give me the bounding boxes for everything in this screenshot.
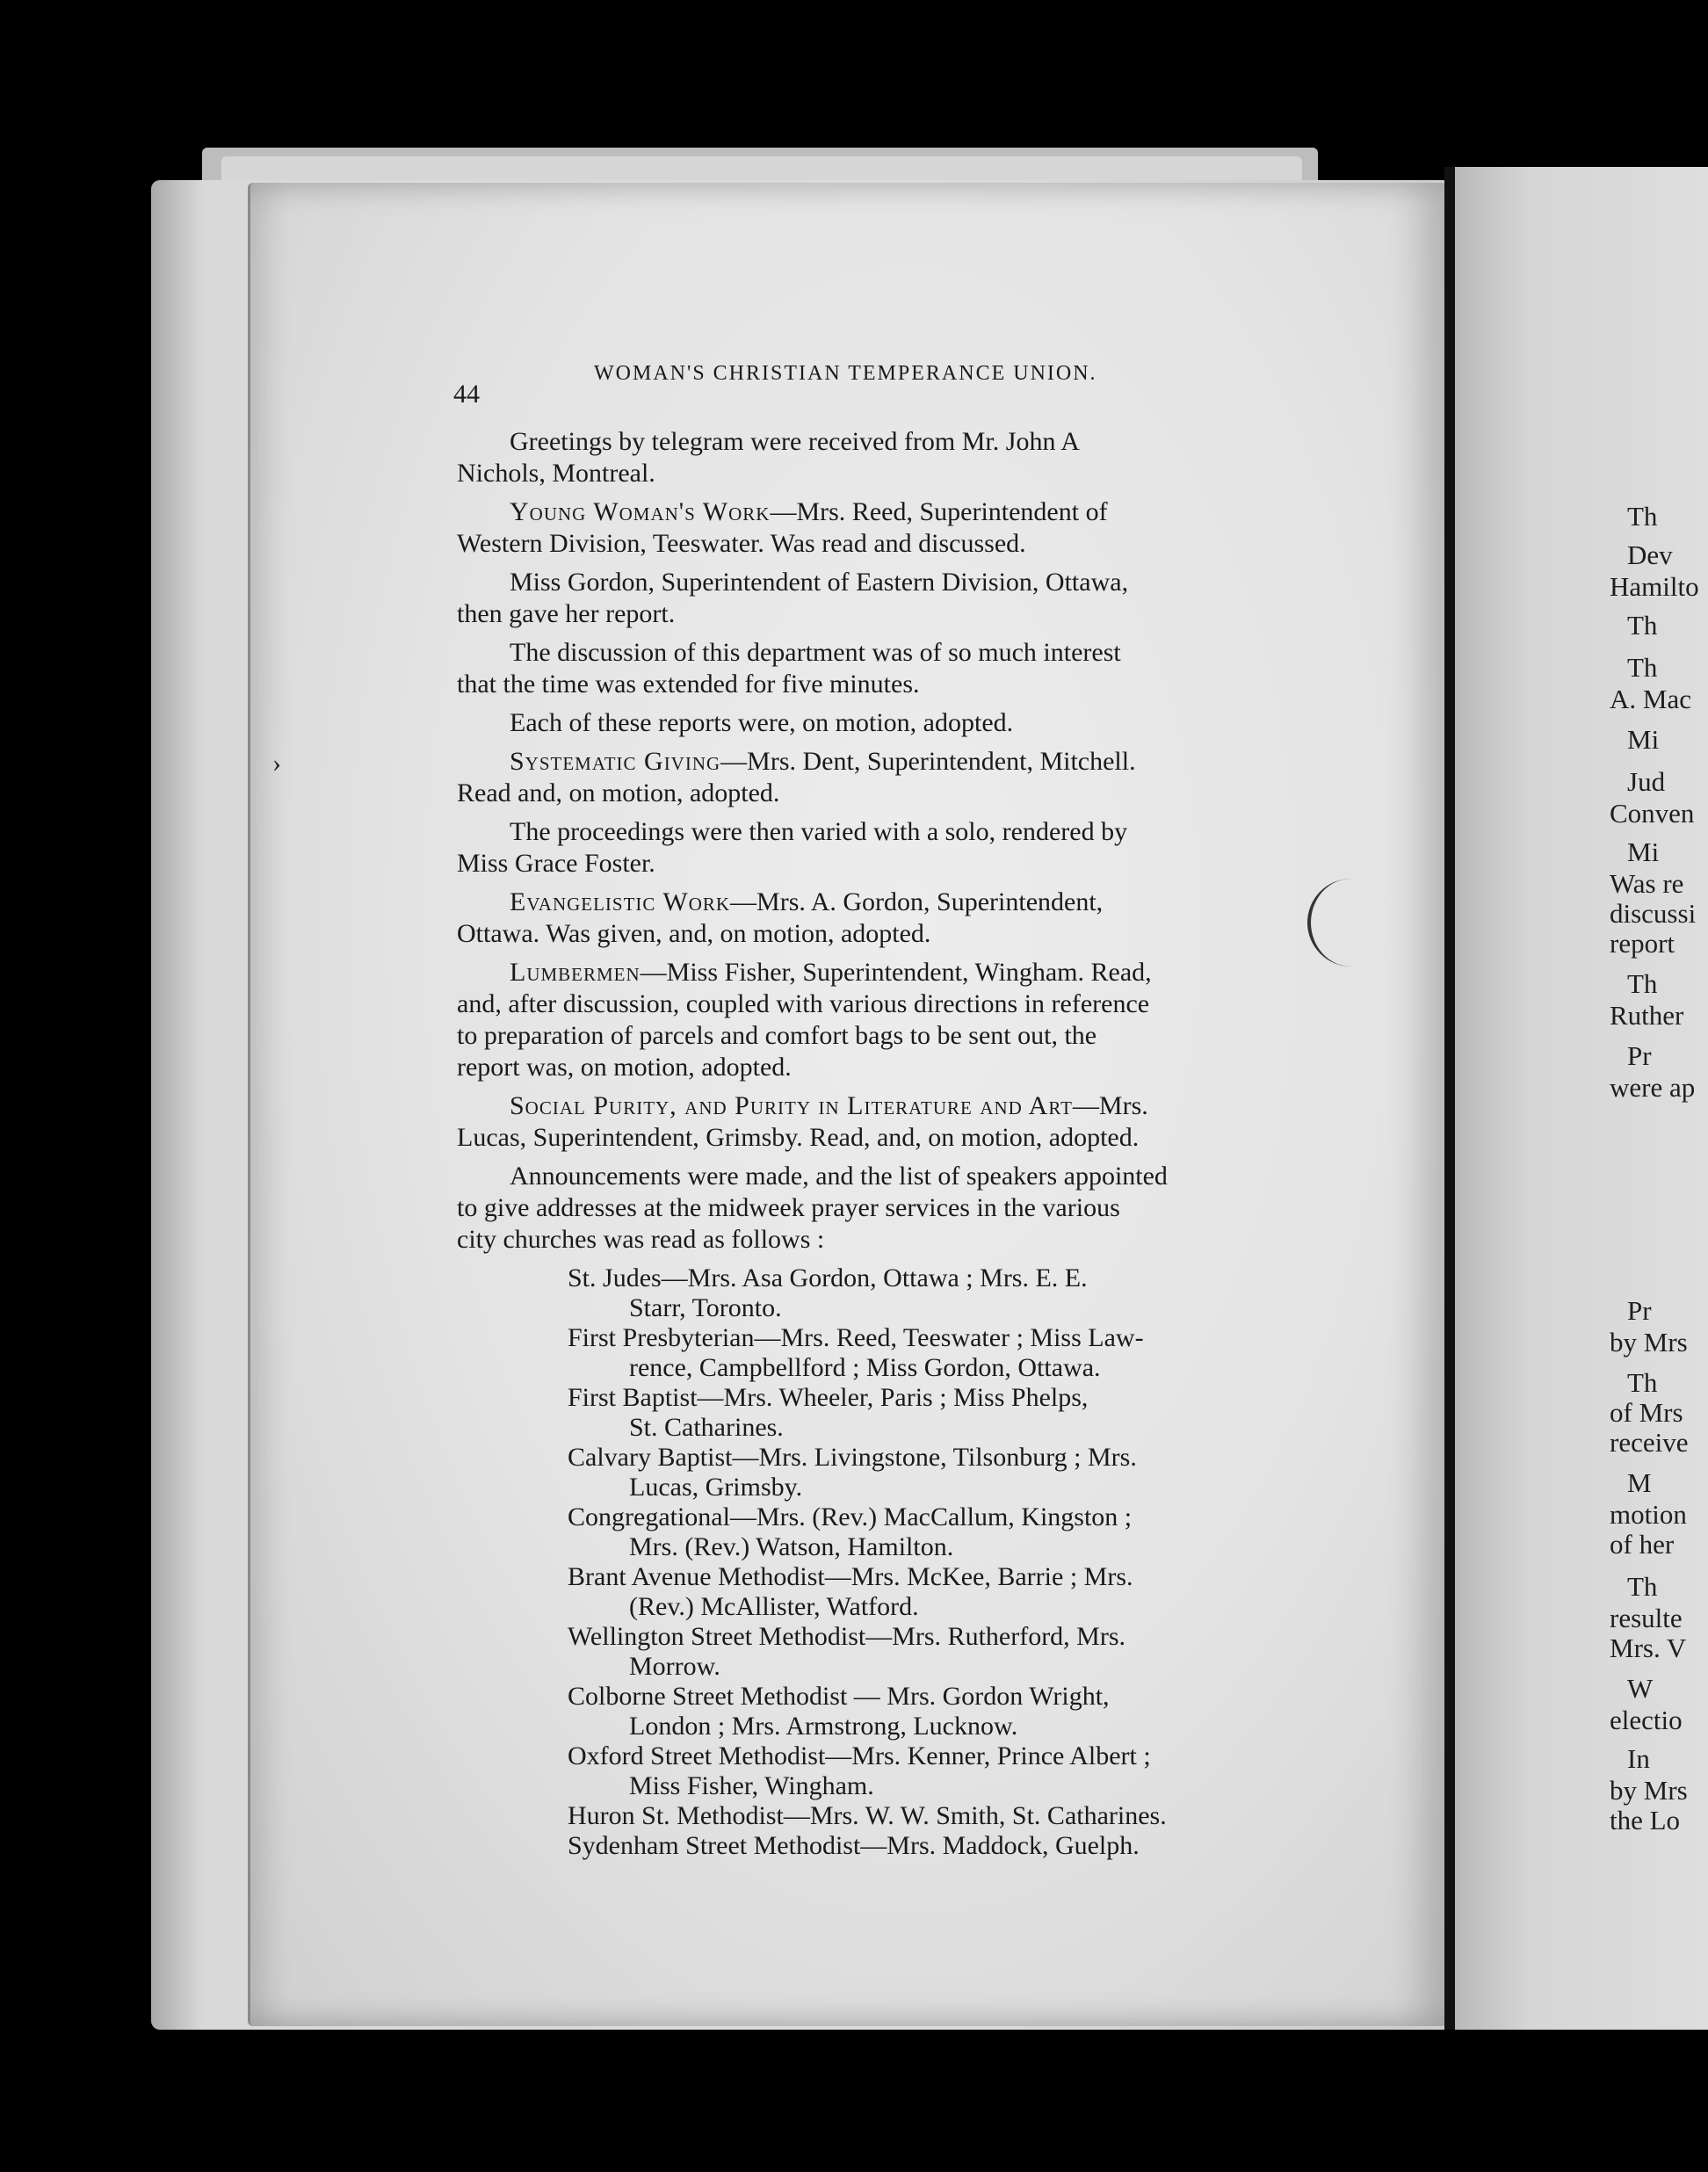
- paragraph-line: then gave her report.: [457, 599, 676, 628]
- right-page-fragment: the Lo: [1610, 1805, 1681, 1835]
- paragraph-line: to preparation of parcels and comfort bags to be sent out, the: [457, 1021, 1097, 1050]
- right-page-fragment: motion: [1610, 1499, 1687, 1530]
- paragraph-line: Miss Gordon, Superintendent of Eastern Division, Ottawa,: [510, 568, 1129, 597]
- church-entry-cont: Morrow.: [629, 1652, 720, 1681]
- right-page-fragment: In: [1627, 1743, 1650, 1774]
- paragraph-line: Social Purity, and Purity in Literature and Art—Mrs.: [510, 1091, 1148, 1120]
- section-heading: Evangelistic Work: [510, 887, 731, 916]
- paragraph-line: Ottawa. Was given, and, on motion, adopted.: [457, 919, 931, 948]
- church-entry-cont: St. Catharines.: [629, 1413, 784, 1442]
- right-page-fragment: electio: [1610, 1705, 1683, 1735]
- paragraph-line: Greetings by telegram were received from Mr. John A: [510, 427, 1080, 456]
- church-entry: Calvary Baptist—Mrs. Livingstone, Tilsonburg ; Mrs.: [568, 1443, 1137, 1472]
- right-page-fragment: Th: [1627, 501, 1658, 532]
- right-page-fragment: by Mrs: [1610, 1775, 1688, 1806]
- paragraph-line: Young Woman's Work—Mrs. Reed, Superintendent of: [510, 497, 1108, 526]
- right-page-fragment: Pr: [1627, 1040, 1652, 1071]
- book-gutter: [1444, 167, 1455, 2030]
- right-page-fragment: A. Mac: [1610, 684, 1691, 714]
- margin-mark: ›: [272, 749, 281, 778]
- church-entry: St. Judes—Mrs. Asa Gordon, Ottawa ; Mrs. E. E.: [568, 1263, 1088, 1292]
- right-page-fragment: W: [1627, 1673, 1654, 1704]
- paragraph-line: Lucas, Superintendent, Grimsby. Read, and, on motion, adopted.: [457, 1123, 1140, 1152]
- church-entry-cont: Starr, Toronto.: [629, 1293, 782, 1322]
- church-entry-cont: (Rev.) McAllister, Watford.: [629, 1592, 919, 1621]
- church-entry: Oxford Street Methodist—Mrs. Kenner, Prince Albert ;: [568, 1741, 1151, 1770]
- right-page-fragment: Ruther: [1610, 1000, 1684, 1031]
- paragraph-line: that the time was extended for five minutes.: [457, 670, 920, 699]
- right-page-fragment: Was re: [1610, 868, 1684, 899]
- right-page-fragment: resulte: [1610, 1603, 1683, 1633]
- paragraph-line: The proceedings were then varied with a solo, rendered by: [510, 817, 1128, 846]
- paragraph-line: Evangelistic Work—Mrs. A. Gordon, Superintendent,: [510, 887, 1104, 916]
- right-page-fragment: M: [1627, 1467, 1652, 1498]
- paragraph-line: The discussion of this department was of so much interest: [510, 638, 1121, 667]
- right-page-fragment: Pr: [1627, 1295, 1652, 1326]
- paragraph-line: Announcements were made, and the list of speakers appointed: [510, 1162, 1168, 1191]
- right-page-fragment: Mi: [1627, 724, 1660, 755]
- paragraph-line: Nichols, Montreal.: [457, 459, 655, 488]
- church-entry-cont: Lucas, Grimsby.: [629, 1473, 803, 1502]
- church-entry-cont: London ; Mrs. Armstrong, Lucknow.: [629, 1712, 1018, 1741]
- right-page-fragment: of her: [1610, 1529, 1675, 1560]
- running-title: WOMAN'S CHRISTIAN TEMPERANCE UNION.: [594, 362, 1097, 385]
- church-entry: Brant Avenue Methodist—Mrs. McKee, Barrie ; Mrs.: [568, 1562, 1133, 1591]
- right-page-fragment: Hamilto: [1610, 571, 1699, 602]
- right-page-fragment: receive: [1610, 1427, 1689, 1458]
- page-stack-edge-inner: [221, 156, 1302, 183]
- section-heading: Young Woman's Work: [510, 497, 771, 526]
- section-heading: Lumbermen: [510, 958, 640, 987]
- right-page-fragment: Conven: [1610, 798, 1695, 829]
- section-heading: Social Purity, and Purity in Literature and Art: [510, 1091, 1073, 1120]
- right-page-fragment: Th: [1627, 652, 1658, 683]
- right-page-fragment: Jud: [1627, 766, 1666, 797]
- right-page-fragment: Mrs. V: [1610, 1633, 1687, 1663]
- church-entry: Congregational—Mrs. (Rev.) MacCallum, Kingston ;: [568, 1502, 1133, 1531]
- right-page-fragment: report: [1610, 928, 1675, 959]
- paragraph-line: city churches was read as follows :: [457, 1225, 825, 1254]
- page-number: 44: [453, 380, 480, 409]
- paragraph-line: Miss Grace Foster.: [457, 849, 655, 878]
- church-entry: First Baptist—Mrs. Wheeler, Paris ; Miss Phelps,: [568, 1383, 1089, 1412]
- right-page-fragment: Th: [1627, 1571, 1658, 1602]
- church-entry: First Presbyterian—Mrs. Reed, Teeswater ; Miss Law-: [568, 1323, 1144, 1352]
- right-page-fragment: by Mrs: [1610, 1327, 1688, 1358]
- paragraph-line: Western Division, Teeswater. Was read and discussed.: [457, 529, 1026, 558]
- church-entry-cont: Mrs. (Rev.) Watson, Hamilton.: [629, 1532, 954, 1561]
- section-heading: Systematic Giving: [510, 747, 721, 776]
- paragraph-line: report was, on motion, adopted.: [457, 1053, 792, 1082]
- paragraph-line: Read and, on motion, adopted.: [457, 778, 780, 807]
- church-entry-cont: Miss Fisher, Wingham.: [629, 1771, 874, 1800]
- right-page-fragment: Mi: [1627, 836, 1660, 867]
- right-page-fragment: Th: [1627, 1367, 1658, 1398]
- church-entry-cont: rence, Campbellford ; Miss Gordon, Ottawa.: [629, 1353, 1101, 1382]
- right-page-fragment: Th: [1627, 610, 1658, 641]
- paragraph-line: to give addresses at the midweek prayer services in the various: [457, 1193, 1120, 1222]
- right-page-fragment: of Mrs: [1610, 1397, 1683, 1428]
- right-page-fragment: discussi: [1610, 898, 1697, 929]
- church-entry: Sydenham Street Methodist—Mrs. Maddock, Guelph.: [568, 1831, 1140, 1860]
- church-entry: Wellington Street Methodist—Mrs. Rutherford, Mrs.: [568, 1622, 1126, 1651]
- right-page-fragment: Dev: [1627, 539, 1673, 570]
- paragraph-line: and, after discussion, coupled with various directions in reference: [457, 989, 1150, 1018]
- right-page-fragment: were ap: [1610, 1072, 1696, 1103]
- right-page-fragment: Th: [1627, 968, 1658, 999]
- paragraph-line: Each of these reports were, on motion, adopted.: [510, 708, 1014, 737]
- church-entry: Huron St. Methodist—Mrs. W. W. Smith, St. Catharines.: [568, 1801, 1167, 1830]
- church-entry: Colborne Street Methodist — Mrs. Gordon Wright,: [568, 1682, 1110, 1711]
- paragraph-line: Systematic Giving—Mrs. Dent, Superintendent, Mitchell.: [510, 747, 1136, 776]
- paragraph-line: Lumbermen—Miss Fisher, Superintendent, Wingham. Read,: [510, 958, 1152, 987]
